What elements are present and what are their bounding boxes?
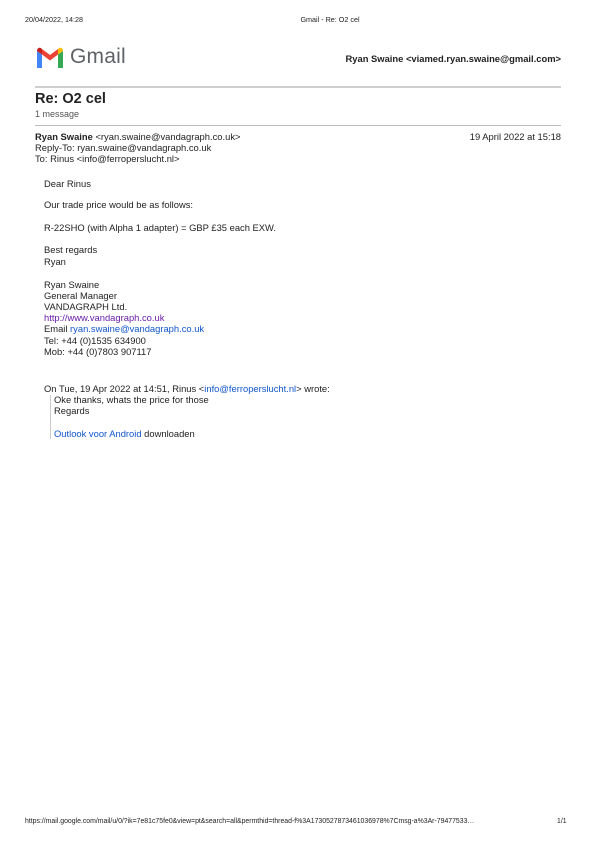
signature-website-link[interactable]: http://www.vandagraph.co.uk	[44, 312, 165, 323]
outlook-android-link[interactable]: Outlook voor Android	[54, 428, 142, 439]
sender-line	[35, 131, 240, 142]
print-title: Gmail - Re: O2 cel	[300, 15, 360, 24]
sender-email: <ryan.swaine@vandagraph.co.uk>	[95, 131, 241, 142]
signature-company: VANDAGRAPH Ltd.	[44, 301, 128, 312]
thread-subject: Re: O2 cel	[35, 91, 106, 107]
message-date: 19 April 2022 at 15:18	[469, 131, 561, 142]
signature-email-label: Email	[44, 323, 71, 334]
gmail-wordmark: Gmail	[70, 45, 126, 68]
quoted-outlook-line	[54, 428, 195, 439]
signature-tel: Tel: +44 (0)1535 634900	[44, 335, 146, 346]
print-footer-page: 1/1	[557, 818, 567, 825]
print-datetime: 20/04/2022, 14:28	[25, 15, 83, 24]
header-divider	[35, 86, 561, 88]
outlook-suffix: downloaden	[141, 428, 195, 439]
quoted-intro-prefix: On Tue, 19 Apr 2022 at 14:51, Rinus <	[44, 383, 205, 394]
body-paragraph-1: Our trade price would be as follows:	[44, 199, 194, 210]
signature-email-link[interactable]: ryan.swaine@vandagraph.co.uk	[70, 323, 205, 334]
sender-name: Ryan Swaine	[35, 131, 93, 142]
reply-to: Reply-To: ryan.swaine@vandagraph.co.uk	[35, 142, 212, 153]
closing-regards: Best regards	[44, 244, 98, 255]
signature-mob: Mob: +44 (0)7803 907117	[44, 346, 152, 357]
quoted-intro-suffix: > wrote:	[296, 383, 330, 394]
account-label: Ryan Swaine <viamed.ryan.swaine@gmail.com>	[345, 53, 561, 64]
signature-email-line	[44, 323, 204, 334]
quoted-line-1: Oke thanks, whats the price for those	[54, 394, 209, 405]
quoted-intro-email-link[interactable]: info@ferroperslucht.nl	[204, 383, 297, 394]
quote-bar	[50, 395, 51, 439]
closing-name: Ryan	[44, 256, 66, 267]
signature-role: General Manager	[44, 290, 117, 301]
recipient-to: To: Rinus <info@ferroperslucht.nl>	[35, 153, 180, 164]
greeting: Dear Rinus	[44, 178, 91, 189]
subject-divider	[35, 125, 561, 126]
gmail-logo[interactable]	[35, 45, 126, 69]
message-count: 1 message	[35, 109, 80, 119]
quoted-line-2: Regards	[54, 405, 90, 416]
body-paragraph-2: R-22SHO (with Alpha 1 adapter) = GBP £35 each EXW.	[44, 222, 276, 233]
signature-name: Ryan Swaine	[44, 279, 100, 290]
print-footer-url: https://mail.google.com/mail/u/0/?ik=7e81c75fe0&view=pt&search=all&permthid=thread-f%3A1730527873461036978%7Cmsg-a%3Ar-79477533…	[25, 818, 475, 825]
quoted-intro	[44, 383, 330, 394]
gmail-m-icon	[35, 46, 65, 68]
